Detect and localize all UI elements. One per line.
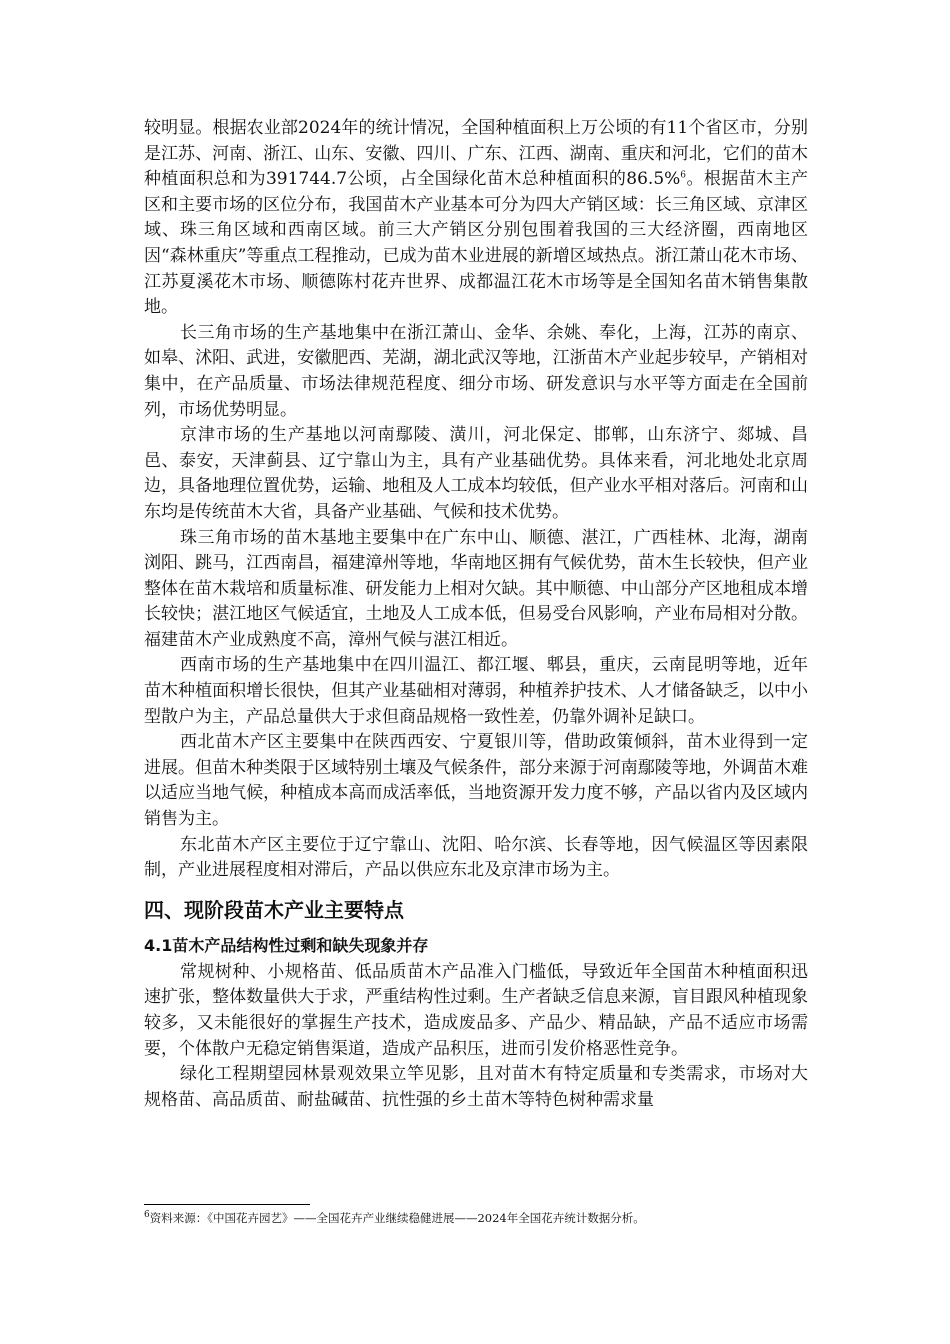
paragraph-southwest: 西南市场的生产基地集中在四川温江、都江堰、郫县，重庆，云南昆明等地，近年苗木种植面积增长很快，但其产业基础相对薄弱，种植养护技术、人才储备缺乏，以中小型散户为主，产品总量供大于求但商品规格一致性差，仍靠外调补足缺口。: [144, 655, 808, 727]
paragraph-greening-demand: 绿化工程期望园林景观效果立竿见影，且对苗木有特定质量和专类需求，市场对大规格苗、高品质苗、耐盐碱苗、抗性强的乡土苗木等特色树种需求量: [144, 1064, 808, 1110]
footnote-reference: 6: [680, 170, 687, 181]
paragraph-text-after-ref: 。根据苗木主产区和主要市场的区位分布，我国苗木产业基本可分为四大产销区域：长三角区域、京津区域、珠三角区域和西南区域。前三大产销区分别包围着我国的三大经济圈，西南地区因“森林重庆”等重点工程推动，已成为苗木业进展的新增区域热点。浙江萧山花木市场、江苏夏溪花木市场、顺德陈村花卉世界、成都温江花木市场等是全国知名苗木销售集散地。: [144, 169, 808, 318]
section-heading: 四、现阶段苗木产业主要特点: [144, 897, 404, 922]
paragraph-beijing-tianjin: 京津市场的生产基地以河南鄢陵、潢川，河北保定、邯郸，山东济宁、郯城、昌邑、泰安，天津蓟县、辽宁靠山为主，具有产业基础优势。具体来看，河北地处北京周边，具备地理位置优势，运输、地租及人工成本均较低，但产业水平相对落后。河南和山东均是传统苗木大省，具备产业基础、气候和技术优势。: [144, 425, 808, 522]
paragraph-yangtze-delta: 长三角市场的生产基地集中在浙江萧山、金华、余姚、奉化，上海，江苏的南京、如皋、沭阳、武进，安徽肥西、芜湖，湖北武汉等地，江浙苗木产业起步较早，产销相对集中，在产品质量、市场法律规范程度、细分市场、研发意识与水平等方面走在全国前列，市场优势明显。: [144, 322, 808, 420]
page-content: [144, 116, 808, 1113]
paragraph-structural-surplus: 常规树种、小规格苗、低品质苗木产品准入门槛低，导致近年全国苗木种植面积迅速扩张，整体数量供大于求，严重结构性过剩。生产者缺乏信息来源，盲目跟风种植现象较多，又未能很好的掌握生产技术，造成废品多、产品少、精品缺，产品不适应市场需要，个体散户无稳定销售渠道，造成产品积压，进而引发价格恶性竞争。: [144, 961, 808, 1059]
footnote-number: 6: [144, 1210, 150, 1221]
paragraph-text-before-ref: 较明显。根据农业部2024年的统计情况，全国种植面积上万公顷的有11个省区市，分别是江苏、河南、浙江、山东、安徽、四川、广东、江西、湖南、重庆和河北，它们的苗木种植面积总和为391744.7公顷，占全国绿化苗木总种植面积的86.5%: [144, 118, 808, 190]
subsection-heading: 4.1苗木产品结构性过剩和缺失现象并存: [144, 935, 429, 955]
footnote: [144, 1210, 808, 1226]
footnote-divider: [144, 1204, 310, 1205]
paragraph-northeast: 东北苗木产区主要位于辽宁靠山、沈阳、哈尔滨、长春等地，因气候温区等因素限制，产业进展程度相对滞后，产品以供应东北及京津市场为主。: [144, 834, 808, 881]
paragraph-pearl-river-delta: 珠三角市场的苗木基地主要集中在广东中山、顺德、湛江，广西桂林、北海，湖南浏阳、跳马，江西南昌，福建漳州等地，华南地区拥有气候优势，苗木生长较快，但产业整体在苗木栽培和质量标准、研发能力上相对欠缺。其中顺德、中山部分产区地租成本增长较快；湛江地区气候适宜，土地及人工成本低，但易受台风影响，产业布局相对分散。福建苗木产业成熟度不高，漳州气候与湛江相近。: [144, 527, 808, 650]
paragraph-regional-overview: [144, 116, 808, 321]
footnote-text: 资料来源：《中国花卉园艺》——全国花卉产业继续稳健进展——2024年全国花卉统计数据分析。: [149, 1211, 645, 1225]
paragraph-northwest: 西北苗木产区主要集中在陕西西安、宁夏银川等，借助政策倾斜，苗木业得到一定进展。但苗木种类限于区域特别土壤及气候条件，部分来源于河南鄢陵等地，外调苗木难以适应当地气候，种植成本高而成活率低，当地资源开发力度不够，产品以省内及区域内销售为主。: [144, 732, 808, 830]
